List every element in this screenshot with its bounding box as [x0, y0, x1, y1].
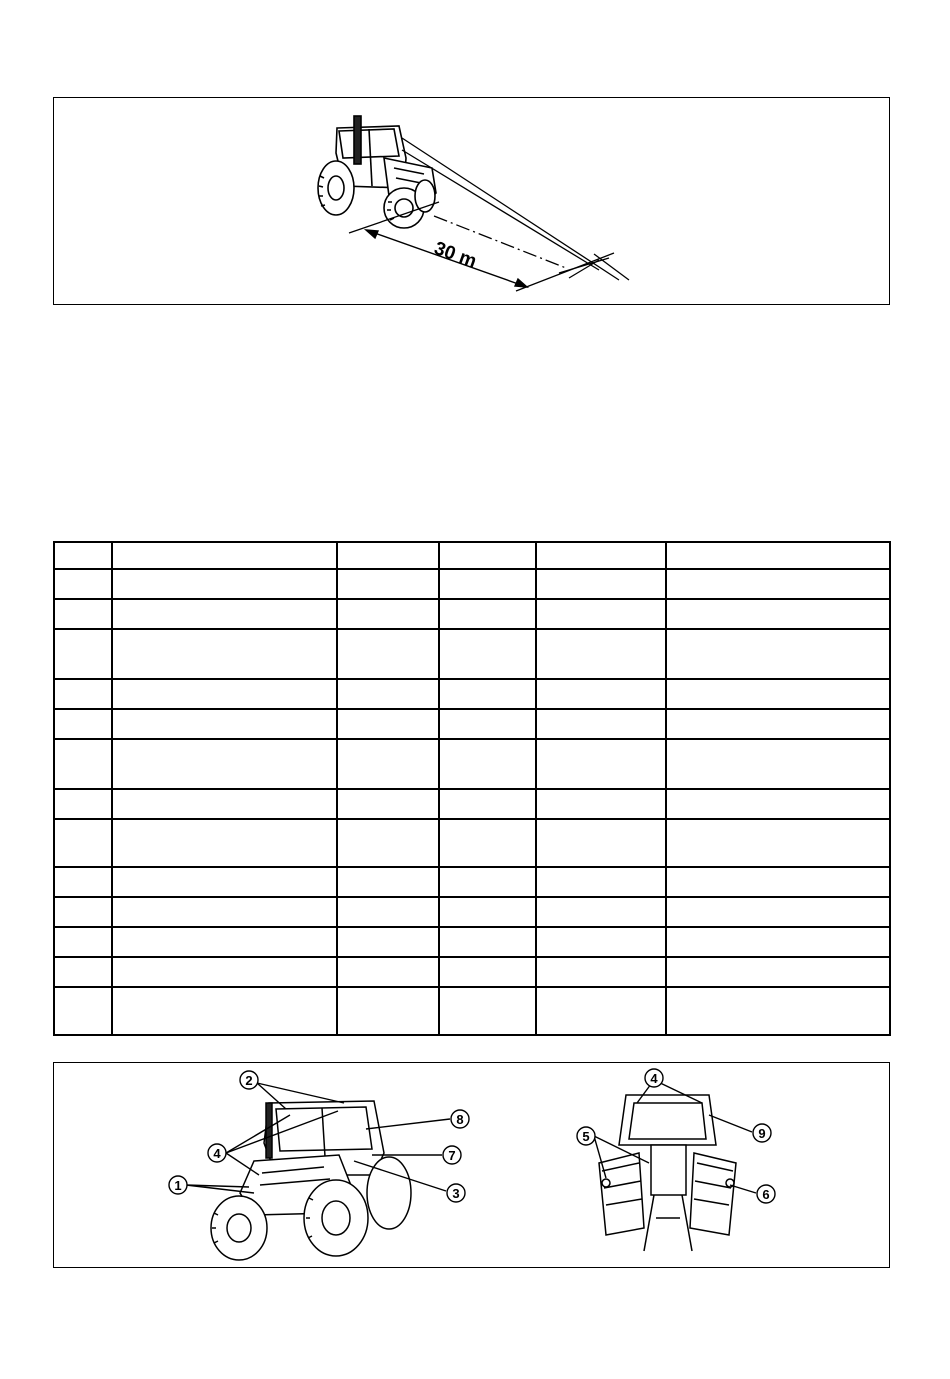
svg-text:4: 4 [650, 1071, 658, 1086]
table-cell [337, 599, 439, 629]
table-cell [536, 867, 666, 897]
table-cell [54, 542, 112, 569]
table-cell [337, 819, 439, 867]
table-cell [439, 599, 536, 629]
table-cell [439, 789, 536, 819]
table-row [54, 927, 890, 957]
table-cell [54, 789, 112, 819]
svg-text:7: 7 [448, 1148, 456, 1163]
table-cell [666, 867, 890, 897]
tractor-illustration [318, 116, 436, 228]
table-cell [536, 927, 666, 957]
headlight-aiming-figure [53, 97, 890, 305]
table-cell [337, 789, 439, 819]
table-cell [337, 957, 439, 987]
table-cell [439, 542, 536, 569]
table-cell [439, 927, 536, 957]
table-cell [536, 569, 666, 599]
table-cell [54, 569, 112, 599]
table-cell [112, 709, 337, 739]
table-cell [536, 957, 666, 987]
table-row [54, 569, 890, 599]
table-cell [666, 679, 890, 709]
table-cell [439, 569, 536, 599]
table-cell [54, 987, 112, 1035]
table-cell [112, 867, 337, 897]
table-cell [112, 739, 337, 789]
table-cell [666, 709, 890, 739]
light-positions-figure [53, 1062, 890, 1268]
lighting-spec-table [53, 541, 891, 1036]
table-row [54, 987, 890, 1035]
light-positions-drawing [54, 1063, 889, 1267]
table-cell [112, 987, 337, 1035]
table-row [54, 867, 890, 897]
table-cell [666, 599, 890, 629]
table-cell [666, 789, 890, 819]
table-cell [666, 569, 890, 599]
svg-text:3: 3 [452, 1186, 460, 1201]
table-cell [112, 629, 337, 679]
table-cell [666, 927, 890, 957]
table-row [54, 709, 890, 739]
svg-text:6: 6 [762, 1187, 770, 1202]
table-cell [666, 739, 890, 789]
table-cell [54, 957, 112, 987]
table-cell [112, 679, 337, 709]
table-cell [439, 819, 536, 867]
table-row [54, 679, 890, 709]
table-cell [54, 709, 112, 739]
distance-label: 30 m [431, 237, 480, 273]
table-cell [337, 629, 439, 679]
callout-number-1 [169, 1176, 187, 1194]
table-cell [666, 542, 890, 569]
callout-number-7 [443, 1146, 461, 1164]
headlight-aiming-drawing [54, 98, 889, 304]
table-cell [54, 599, 112, 629]
svg-text:2: 2 [245, 1073, 253, 1088]
table-cell [337, 679, 439, 709]
table-cell [54, 819, 112, 867]
table-cell [536, 789, 666, 819]
table-cell [439, 709, 536, 739]
tractor-rear-view [599, 1095, 736, 1251]
table-cell [439, 867, 536, 897]
table-cell [536, 709, 666, 739]
svg-text:8: 8 [456, 1112, 464, 1127]
svg-text:1: 1 [174, 1178, 182, 1193]
table-cell [337, 569, 439, 599]
table-cell [666, 957, 890, 987]
table-cell [439, 897, 536, 927]
table-row [54, 957, 890, 987]
table-cell [337, 897, 439, 927]
table-cell [536, 739, 666, 789]
table-cell [536, 599, 666, 629]
table-row [54, 542, 890, 569]
svg-text:5: 5 [582, 1129, 590, 1144]
table-cell [666, 897, 890, 927]
callout-number-2 [240, 1071, 258, 1089]
table-cell [112, 927, 337, 957]
callout-number-8 [451, 1110, 469, 1128]
table-cell [54, 927, 112, 957]
table-row [54, 789, 890, 819]
table-cell [536, 819, 666, 867]
tractor-front-view [211, 1101, 411, 1260]
callout-number-3 [447, 1184, 465, 1202]
table-cell [439, 629, 536, 679]
table-cell [439, 739, 536, 789]
table-cell [536, 897, 666, 927]
table-cell [54, 629, 112, 679]
callout-number-9 [753, 1124, 771, 1142]
table-cell [536, 542, 666, 569]
table-cell [54, 867, 112, 897]
svg-text:9: 9 [758, 1126, 766, 1141]
table-cell [112, 599, 337, 629]
table-row [54, 629, 890, 679]
callout-number-4-rear [645, 1069, 663, 1087]
table-cell [536, 679, 666, 709]
table-cell [112, 542, 337, 569]
table-row [54, 819, 890, 867]
table-cell [439, 957, 536, 987]
table-cell [337, 987, 439, 1035]
table-cell [112, 957, 337, 987]
table-cell [54, 739, 112, 789]
svg-text:4: 4 [213, 1146, 221, 1161]
table-cell [54, 679, 112, 709]
callout-number-6 [757, 1185, 775, 1203]
table-row [54, 897, 890, 927]
callout-number-5 [577, 1127, 595, 1145]
table-cell [666, 819, 890, 867]
table-cell [112, 897, 337, 927]
table-cell [439, 679, 536, 709]
callout-number-4-front [208, 1144, 226, 1162]
table-cell [337, 739, 439, 789]
table-row [54, 599, 890, 629]
table-cell [337, 709, 439, 739]
table-cell [666, 987, 890, 1035]
table-cell [439, 987, 536, 1035]
table-cell [112, 819, 337, 867]
table-cell [536, 629, 666, 679]
table-cell [337, 927, 439, 957]
table-cell [337, 867, 439, 897]
table-cell [54, 897, 112, 927]
table-cell [666, 629, 890, 679]
table-cell [112, 569, 337, 599]
table-cell [337, 542, 439, 569]
table-row [54, 739, 890, 789]
table-cell [536, 987, 666, 1035]
table-cell [112, 789, 337, 819]
